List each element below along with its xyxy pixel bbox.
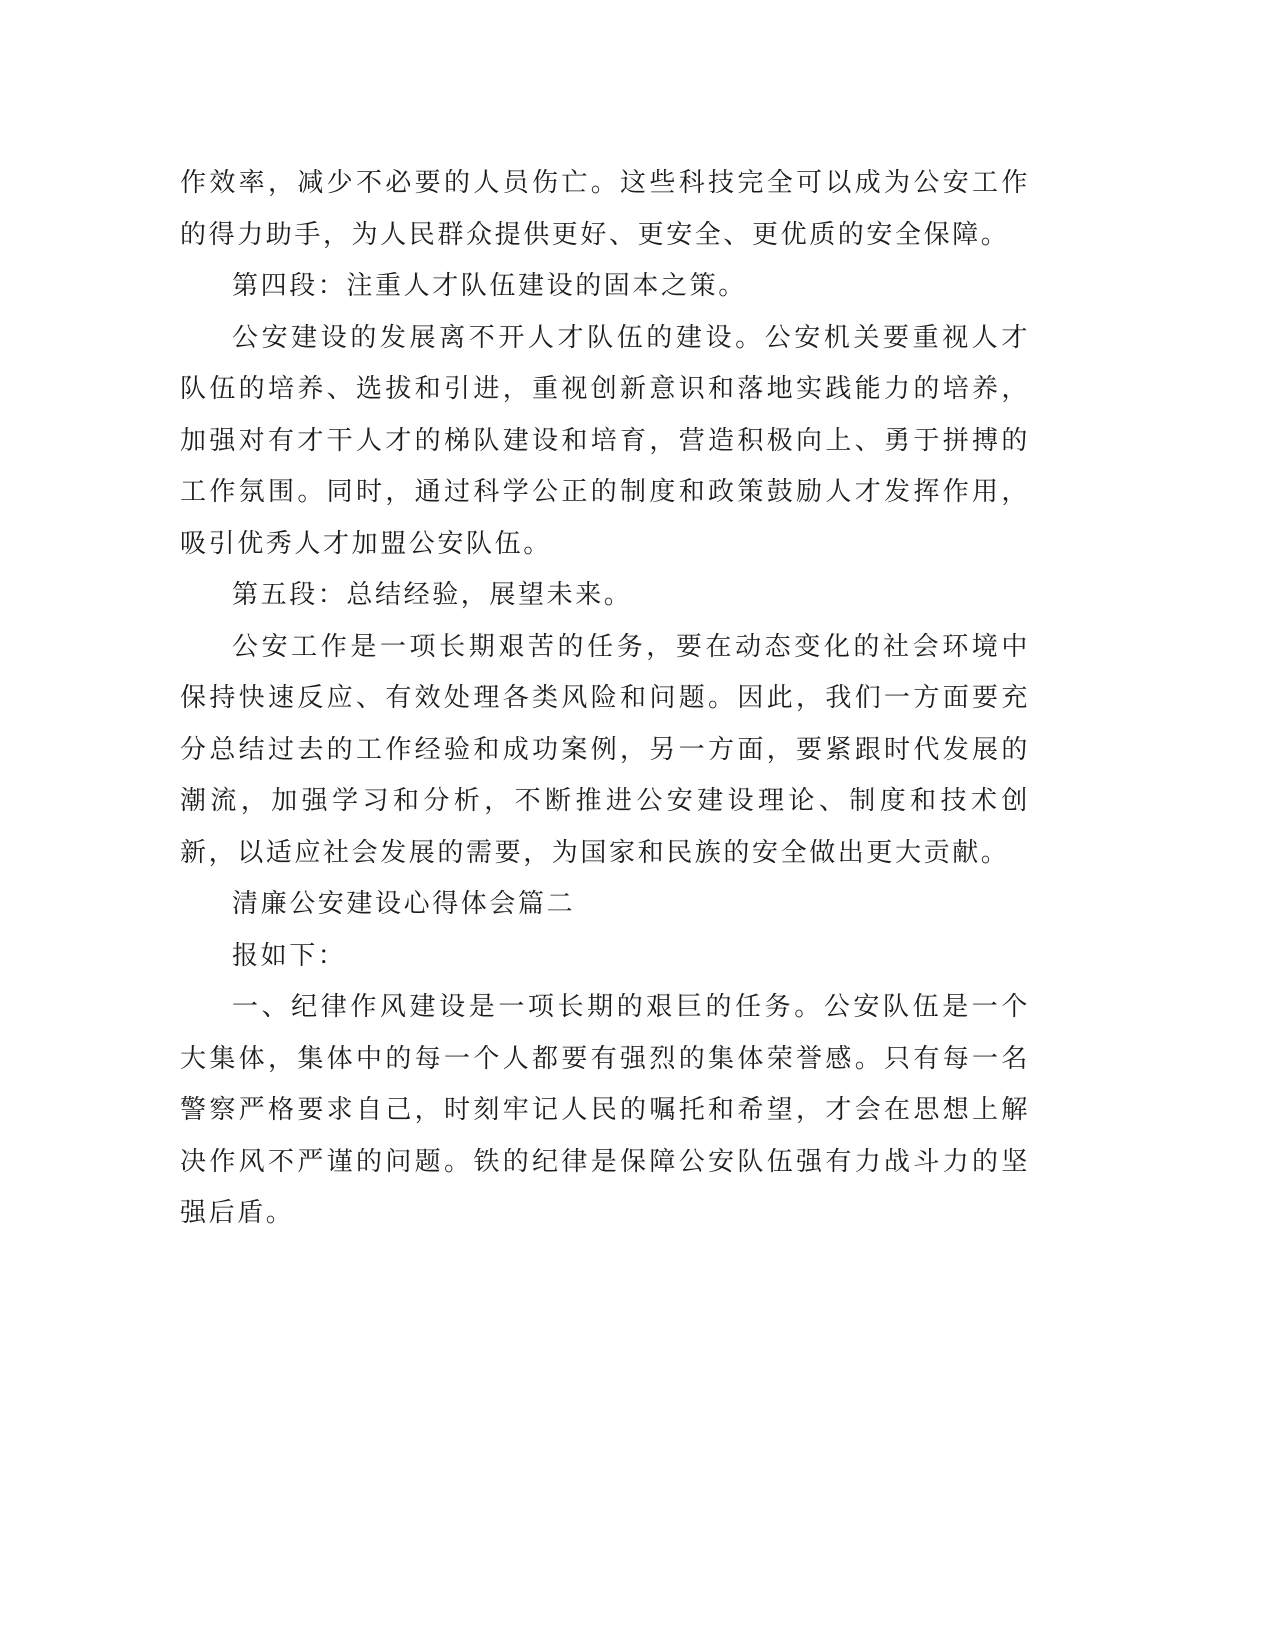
section-heading-4: 第四段：注重人才队伍建设的固本之策。 [232, 271, 747, 301]
paragraph-summary-outlook: 公安工作是一项长期艰苦的任务，要在动态变化的社会环境中保持快速反应、有效处理各类风险和问题。因此，我们一方面要充分总结过去的工作经验和成功案例，另一方面，要紧跟时代发展的潮流，加强学习和分析，不断推进公安建设理论、制度和技术创新，以适应社会发展的需要，为国家和民族的安全做出更大贡献。 [180, 631, 1030, 868]
paragraph-talent-team: 公安建设的发展离不开人才队伍的建设。公安机关要重视人才队伍的培养、选拔和引进，重视创新意识和落地实践能力的培养，加强对有才干人才的梯队建设和培育，营造积极向上、勇于拼搏的工作氛围。同时，通过科学公正的制度和政策鼓励人才发挥作用，吸引优秀人才加盟公安队伍。 [180, 322, 1030, 559]
article-title-part-two: 清廉公安建设心得体会篇二 [232, 889, 576, 919]
document-body [180, 158, 1030, 1240]
paragraph-continuation: 作效率，减少不必要的人员伤亡。这些科技完全可以成为公安工作的得力助手，为人民群众提供更好、更安全、更优质的安全保障。 [180, 168, 1030, 250]
paragraph-report-intro: 报如下： [232, 940, 347, 971]
paragraph-discipline: 一、纪律作风建设是一项长期的艰巨的任务。公安队伍是一个大集体，集体中的每一个人都要有强烈的集体荣誉感。只有每一名警察严格要求自己，时刻牢记人民的嘱托和希望，才会在思想上解决作风不严谨的问题。铁的纪律是保障公安队伍强有力战斗力的坚强后盾。 [180, 992, 1030, 1228]
section-heading-5: 第五段：总结经验，展望未来。 [232, 580, 633, 610]
